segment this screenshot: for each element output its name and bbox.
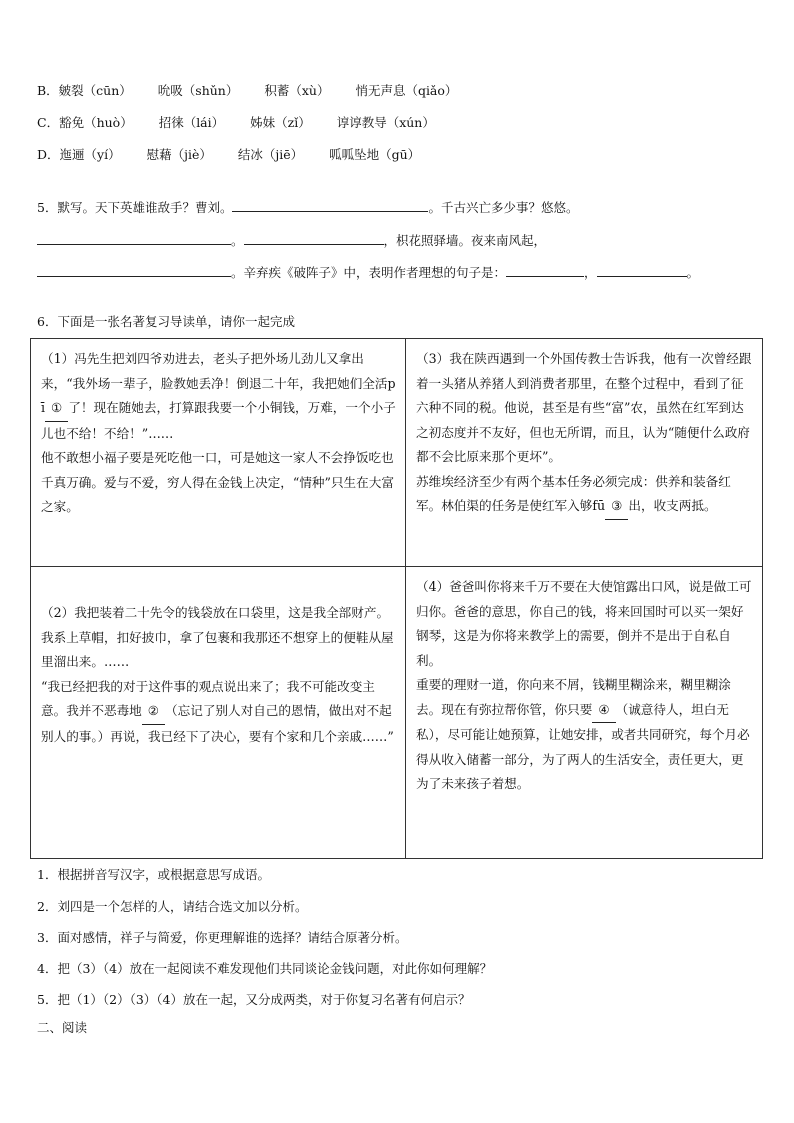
option-b xyxy=(37,82,479,100)
option-c-part: 招徕（lái） xyxy=(158,115,225,130)
option-c-part: 谆谆教导（xún） xyxy=(336,115,435,130)
sub-question-4: 4．把（3）（4）放在一起阅读不难发现他们共同谈论金钱问题，对此你如何理解？ xyxy=(37,961,493,976)
q5-prefix: 5．默写。天下英雄谁敌手？曹刘。 xyxy=(37,200,233,215)
guide-cell-2 xyxy=(31,567,406,859)
q5-line3 xyxy=(37,263,699,282)
cell1-text-a: （1）冯先生把刘四爷劝进去，老头子把外场儿劲儿又拿出来，“我外场一辈子，脸教她丢净！倒退二十年，我把她们全活pī xyxy=(41,351,396,415)
guide-cell-4 xyxy=(406,567,763,859)
sub-question-5: 5．把（1）（2）（3）（4）放在一起，又分成两类，对于你复习名著有何启示？ xyxy=(37,992,471,1007)
option-c-part: C．豁免（huò） xyxy=(37,115,133,130)
sub-question-3: 3．面对感情，祥子与简爱，你更理解谁的选择？请结合原著分析。 xyxy=(37,930,408,945)
cell2-text-b: （忘记了别人对自己的恩情，做出对不起别人的事。）再说，我已经下了决心，要有个家和几个亲戚……” xyxy=(41,703,394,744)
option-d-part: 结冰（jiē） xyxy=(237,147,304,162)
blank-mark-2[interactable]: ② xyxy=(142,699,165,725)
cell1-text-b: 了！现在随她去，打算跟我要一个小铜钱，万难，一个小子儿也不给！不给！”…… xyxy=(41,400,396,441)
option-d-part: 呱呱坠地（gū） xyxy=(329,147,421,162)
option-d-part: 慰藉（jiè） xyxy=(146,147,212,162)
option-b-part: 积蓄（xù） xyxy=(264,83,330,98)
q5-line3-end: 。 xyxy=(686,265,700,280)
sub-question-1: 1．根据拼音写汉字，或根据意思写成语。 xyxy=(37,867,270,882)
q5-blank-3[interactable] xyxy=(244,231,384,245)
q5-blank-5[interactable] xyxy=(506,263,584,277)
reading-guide-table xyxy=(30,338,763,859)
cell2-para1: （2）我把装着二十先令的钱袋放在口袋里，这是我全部财产。我系上草帽，扣好披巾，拿了包裹和我那还不想穿上的便鞋从屋里溜出来。…… xyxy=(41,605,394,669)
q5-blank-4[interactable] xyxy=(37,263,231,277)
guide-cell-3 xyxy=(406,339,763,567)
q5-blank-6[interactable] xyxy=(597,263,687,277)
cell4-text-b: （诚意待人，坦白无私），尽可能让她预算，让她安排，或者共同研究，每个月必得从收入储蓄一部分，为了两人的生活安全，责任更大，更为了未来孩子着想。 xyxy=(416,701,750,791)
blank-mark-1[interactable]: ① xyxy=(45,396,68,422)
cell1-para2: 他不敢想小福子要是死吃他一口，可是她这一家人不会挣饭吃也千真万确。爱与不爱，穷人得在金钱上决定，“情种”只生在大富之家。 xyxy=(41,450,394,514)
cell2-text-a: “我已经把我的对于这件事的观点说出来了；我不可能改变主意。我并不恶毒地 xyxy=(41,678,375,718)
q5-blank-2[interactable] xyxy=(37,231,231,245)
guide-cell-1 xyxy=(31,339,406,567)
option-d-part: D．迤逦（yí） xyxy=(37,147,121,162)
cell4-para1: （4）爸爸叫你将来千万不要在大使馆露出口风，说是做工可归你。爸爸的意思，你自己的钱，将来回国时可以买一架好钢琴，这是为你将来教学上的需要，倒并不是出于自私自利。 xyxy=(416,579,752,668)
q5-line1 xyxy=(37,198,578,217)
blank-mark-4[interactable]: ④ xyxy=(592,698,615,724)
cell3-text-b: 出，收支两抵。 xyxy=(628,498,717,513)
option-d xyxy=(37,146,442,164)
q5-line2 xyxy=(37,231,546,250)
option-c xyxy=(37,114,457,132)
blank-mark-3[interactable]: ③ xyxy=(605,494,628,520)
cell3-para1: （3）我在陕西遇到一个外国传教士告诉我，他有一次曾经跟着一头猪从养猪人到消费者那里，在整个过程中，看到了征六种不同的税。他说，甚至是有些“富”农，虽然在红军到达之初态度并不友好，但也无所谓，而且，认为“随便什么政府都不会比原来那个更坏”。 xyxy=(416,351,752,464)
q5-mid1: 。千古兴亡多少事？悠悠。 xyxy=(428,200,579,215)
option-c-part: 姊妹（zǐ） xyxy=(250,115,311,130)
q6-title: 6．下面是一张名著复习导读单，请你一起完成 xyxy=(37,314,295,329)
option-b-part: 悄无声息（qiǎo） xyxy=(355,83,458,98)
q5-line3-comma: ， xyxy=(584,265,597,280)
sub-question-2: 2．刘四是一个怎样的人，请结合选文加以分析。 xyxy=(37,899,308,914)
cell4-text-a: 重要的理财一道，你向来不屑，钱糊里糊涂来，糊里糊涂去。现在有弥拉帮你管，你只要 xyxy=(416,677,731,717)
q5-line2-a: 。 xyxy=(231,233,244,248)
q5-line3-a: 。辛弃疾《破阵子》中，表明作者理想的句子是： xyxy=(231,265,507,280)
cell3-text-a: 苏维埃经济至少有两个基本任务必须完成：供养和装备红军。林伯渠的任务是使红军入够fū xyxy=(416,473,731,513)
option-b-part: 吮吸（shǔn） xyxy=(157,83,239,98)
section-heading: 二、阅读 xyxy=(37,1020,88,1035)
q5-line2-b: ，枳花照驿墙。夜来南风起， xyxy=(383,233,547,248)
option-b-part: B．皴裂（cūn） xyxy=(37,83,132,98)
q5-blank-1[interactable] xyxy=(232,198,428,212)
